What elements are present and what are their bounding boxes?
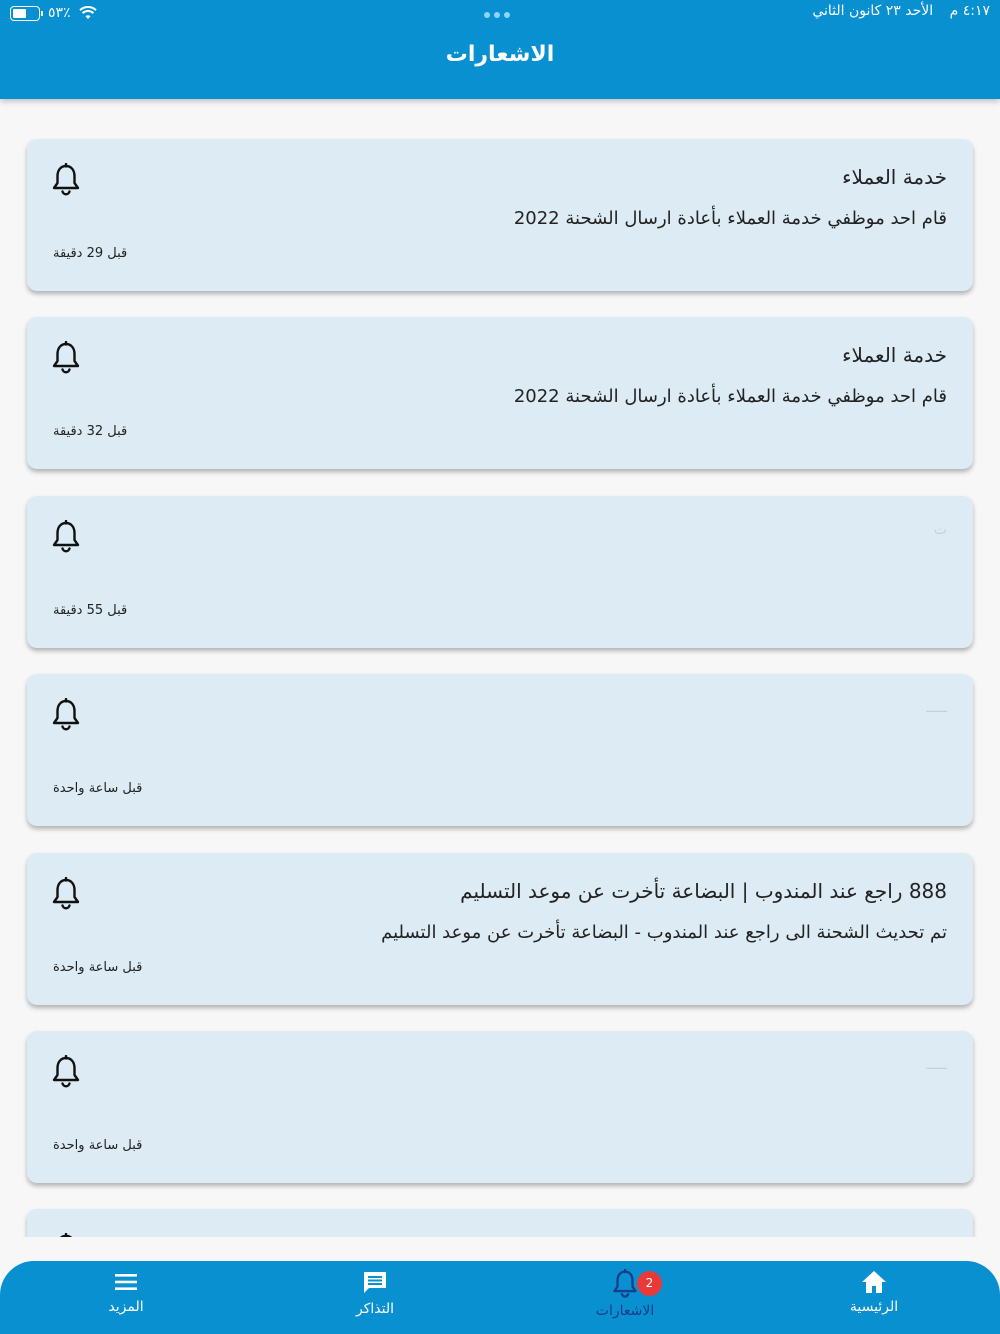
status-date: الأحد ٢٣ كانون الثاني <box>812 3 934 19</box>
tab-tickets[interactable] <box>295 1269 455 1329</box>
notification-time: قبل 29 دقيقة <box>53 246 128 261</box>
notifications-list[interactable] <box>0 99 1000 1237</box>
notification-card[interactable] <box>27 674 973 826</box>
bell-icon <box>51 1055 81 1089</box>
notification-time: قبل ساعة واحدة <box>53 960 143 975</box>
notification-body: تم تحديث الشحنة الى راجع عند المندوب - البضاعة تأخرت عن موعد التسليم <box>381 922 947 943</box>
bottom-tab-bar <box>0 1261 1000 1334</box>
bell-icon <box>51 877 81 911</box>
notification-card-partial[interactable] <box>27 1209 973 1237</box>
tab-home-label: الرئيسية <box>849 1299 899 1315</box>
bell-icon <box>610 1269 640 1299</box>
notification-time: قبل 55 دقيقة <box>53 603 128 618</box>
bell-icon <box>51 341 81 375</box>
notification-card[interactable] <box>27 853 973 1005</box>
tab-more[interactable] <box>46 1269 206 1329</box>
notification-card[interactable] <box>27 496 973 648</box>
bell-icon <box>51 520 81 554</box>
battery-icon <box>10 6 40 21</box>
notification-body: قام احد موظفي خدمة العملاء بأعادة ارسال الشحنة 2022 <box>513 208 947 229</box>
chat-icon <box>361 1269 389 1297</box>
notifications-badge: 2 <box>637 1271 662 1296</box>
bell-icon <box>51 1233 81 1237</box>
notification-title: ـــــ <box>926 1057 947 1073</box>
notification-time: قبل ساعة واحدة <box>53 1138 143 1153</box>
notification-time: قبل ساعة واحدة <box>53 781 143 796</box>
tab-more-label: المزيد <box>108 1299 144 1315</box>
tab-tickets-label: التذاكر <box>355 1301 394 1317</box>
battery-percent: ٥٣٪ <box>48 5 71 21</box>
notification-title: 888 راجع عند المندوب | البضاعة تأخرت عن موعد التسليم <box>460 879 947 903</box>
notification-card[interactable] <box>27 1031 973 1183</box>
menu-icon <box>112 1269 140 1295</box>
home-icon <box>860 1269 888 1295</box>
page-title: الاشعارات <box>445 42 555 67</box>
notification-card[interactable] <box>27 139 973 291</box>
notification-time: قبل 32 دقيقة <box>53 424 128 439</box>
tab-notifications[interactable] <box>545 1269 705 1329</box>
status-bar-left <box>10 3 97 23</box>
tab-home[interactable] <box>794 1269 954 1329</box>
notification-title: ـــــ <box>926 700 947 716</box>
notification-title: خدمة العملاء <box>842 343 947 367</box>
bell-icon <box>51 698 81 732</box>
multitask-dots-icon[interactable] <box>484 12 510 18</box>
bell-icon <box>51 163 81 197</box>
tab-notifications-label: الاشعارات <box>595 1303 655 1319</box>
notification-title: ت <box>933 522 947 538</box>
notification-title: خدمة العملاء <box>842 165 947 189</box>
notification-body: قام احد موظفي خدمة العملاء بأعادة ارسال الشحنة 2022 <box>513 386 947 407</box>
notification-card[interactable] <box>27 317 973 469</box>
status-time: ٤:١٧ م <box>949 3 990 19</box>
wifi-icon <box>79 6 97 20</box>
app-header <box>0 0 1000 99</box>
status-bar-right <box>812 3 990 23</box>
